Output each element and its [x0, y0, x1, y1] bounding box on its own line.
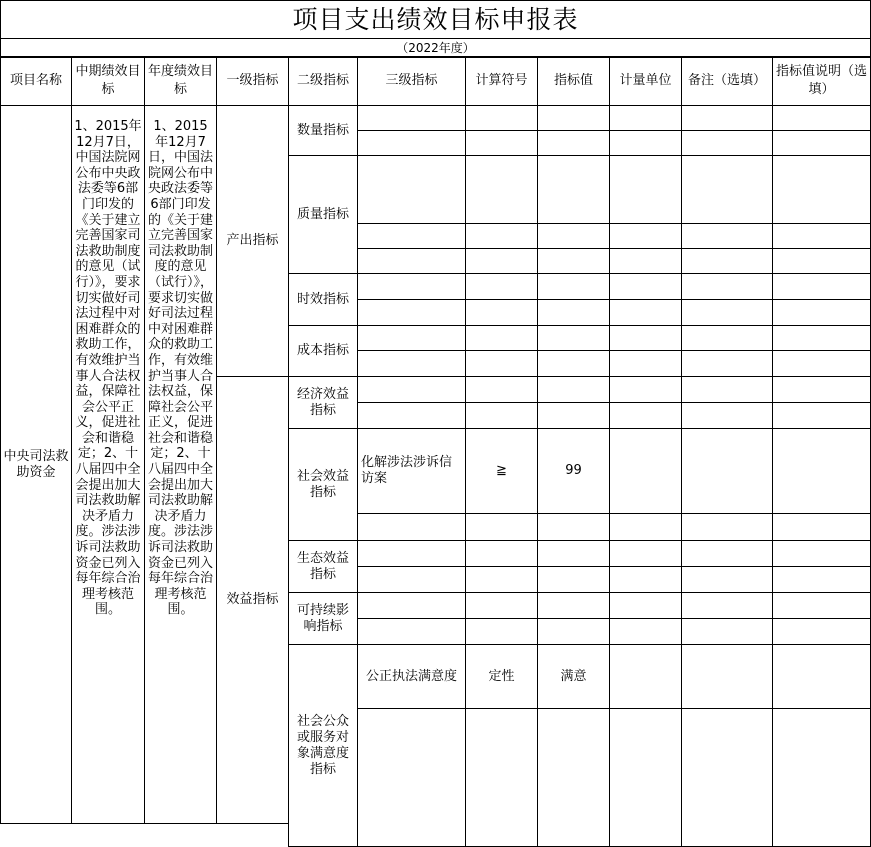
- social-indicator-value: 99: [538, 429, 610, 514]
- header-level1: 一级指标: [217, 57, 289, 106]
- table-row: [1, 106, 871, 131]
- project-name-cell: 中央司法救助资金: [1, 106, 72, 824]
- mid-goal-cell: 1、2015年12月7日，中国法院网公布中央政法委等6部门印发的《关于建立完善国家司法救助制度的意见（试行）》，要求切实做好司法过程中对困难群众的救助工作，有效维护当事人合法权益，保障社会公平正义，促进社会和谐稳定；2、十八届四中全会提出加大司法救助解决矛盾力度。涉法涉诉司法救助资金已列入每年综合治理考核范围。: [72, 106, 145, 824]
- level2-social-cell: 社会效益指标: [289, 429, 358, 541]
- level2-economic-cell: 经济效益指标: [289, 377, 358, 429]
- header-level2: 二级指标: [289, 57, 358, 106]
- satisfaction-indicator-operator: 定性: [466, 645, 538, 709]
- header-value-note: 指标值说明（选填）: [773, 57, 871, 106]
- annual-goal-cell: 1、2015年12月7日，中国法院网公布中央政法委等6部门印发的《关于建立完善国家司法救助制度的意见（试行）》，要求切实做好司法过程中对困难群众的救助工作，有效维护当事人合法权益，保障社会公平正义，促进社会和谐稳定；2、十八届四中全会提出加大司法救助解决矛盾力度。涉法涉诉司法救助资金已列入每年综合治理考核范围。: [145, 106, 217, 824]
- satisfaction-indicator-value: 满意: [538, 645, 610, 709]
- header-row: [1, 57, 871, 106]
- level2-satisfaction-cell: 社会公众或服务对象满意度指标: [289, 645, 358, 847]
- level2-sustainable-cell: 可持续影响指标: [289, 593, 358, 645]
- indicator-table: [0, 56, 871, 847]
- level2-ecological-cell: 生态效益指标: [289, 541, 358, 593]
- level2-quantity-cell: 数量指标: [289, 106, 358, 156]
- social-indicator-name: 化解涉法涉诉信访案: [358, 429, 466, 514]
- header-remark: 备注（选填）: [682, 57, 773, 106]
- social-indicator-operator: ≧: [466, 429, 538, 514]
- satisfaction-indicator-name: 公正执法满意度: [358, 645, 466, 709]
- header-level3: 三级指标: [358, 57, 466, 106]
- level1-benefit-cell: 效益指标: [217, 377, 289, 824]
- level2-timeliness-cell: 时效指标: [289, 274, 358, 326]
- level1-output-cell: 产出指标: [217, 106, 289, 377]
- report-year: （2022年度）: [0, 38, 871, 58]
- header-value: 指标值: [538, 57, 610, 106]
- level2-cost-cell: 成本指标: [289, 326, 358, 377]
- level2-quality-cell: 质量指标: [289, 156, 358, 274]
- report-title: 项目支出绩效目标申报表: [0, 0, 871, 39]
- header-mid-goal: 中期绩效目标: [72, 57, 145, 106]
- header-operator: 计算符号: [466, 57, 538, 106]
- header-project-name: 项目名称: [1, 57, 72, 106]
- header-unit: 计量单位: [610, 57, 682, 106]
- header-annual-goal: 年度绩效目标: [145, 57, 217, 106]
